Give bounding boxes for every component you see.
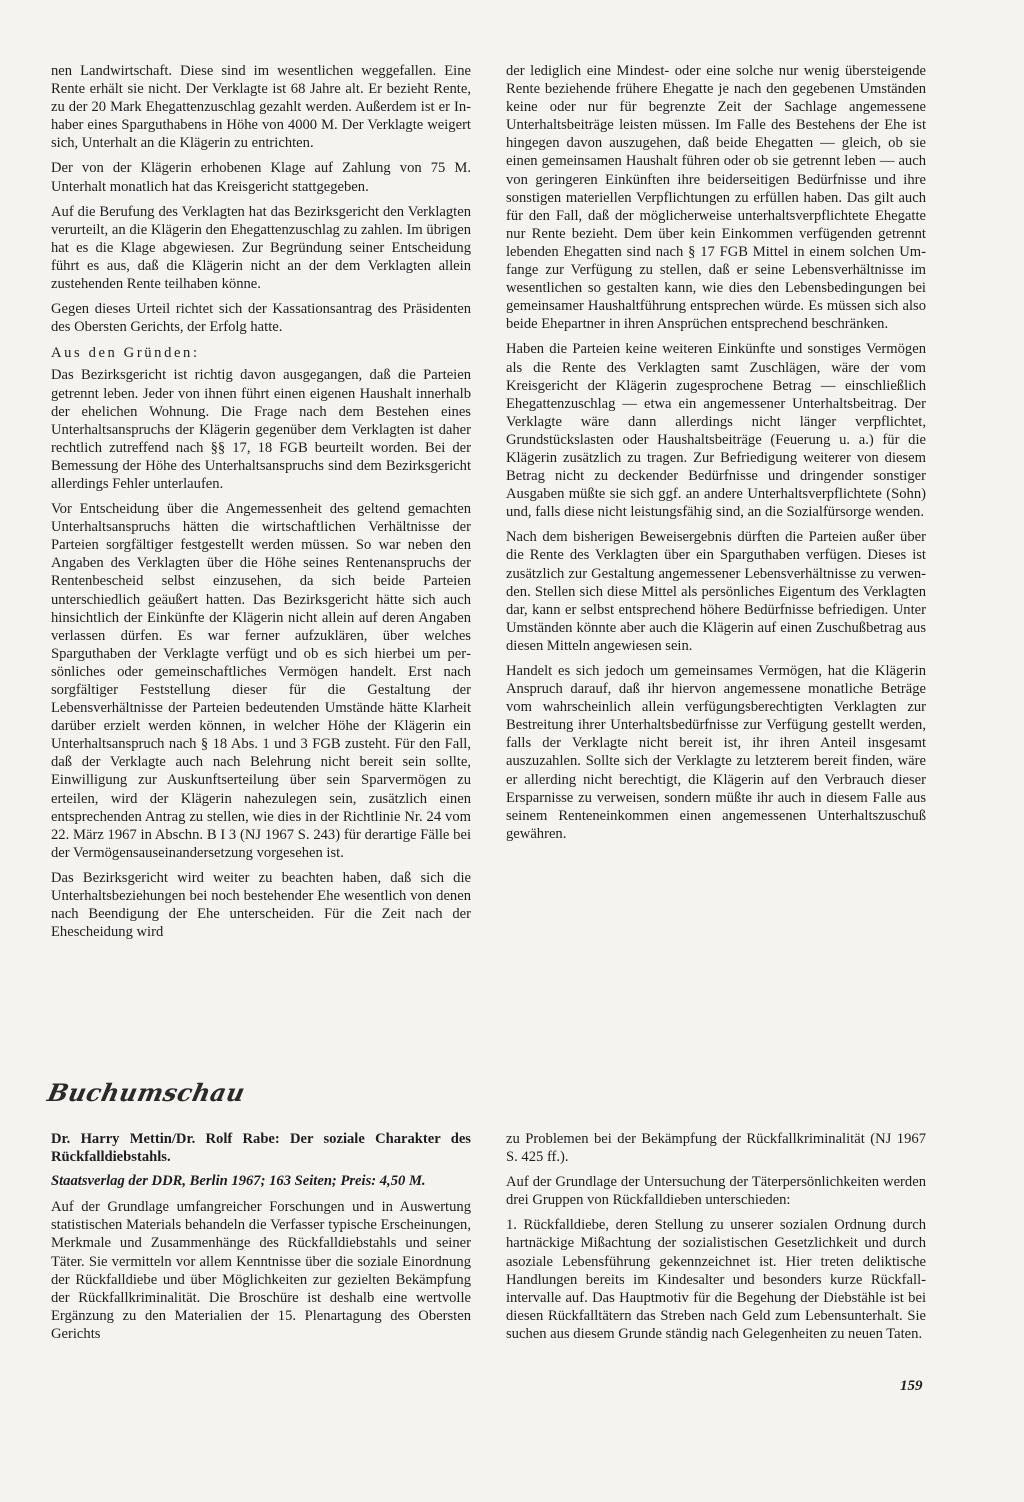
paragraph: Haben die Parteien keine weiteren Einkünfte und sonstiges Vermögen als die Rente des Verklagten samt Zuschlägen, wäre der vom Kreisgericht der Klägerin zugesprochene Betrag — einschließlich Ehegattenzuschlag — etwa ein angemessener Unterhaltsbeitrag. Der Verklagte wäre dann allerdings nicht länger verpflichtet, Grundstückslasten oder Haushaltsbeiträge (Feuerung u. a.) für die Klägerin zusätzlich zu tragen. Zur Befriedigung weiterer von diesem Betrag nicht zu deckender Bedürfnisse und dringender sonstiger Ausgaben müßte sie sich ggf. an andere Unterhaltsverpflichtete (Sohn) und, falls diese nicht leistungsfähig sind, an die Sozialfürsorge wenden.	[506, 341, 926, 521]
paragraph: Der von der Klägerin erhobenen Klage auf Zahlung von 75 M. Unterhalt monatlich hat das Kreisgericht stattgegeben.	[51, 160, 471, 195]
section-title: Buchumschau	[44, 1078, 248, 1107]
paragraph: zu Problemen bei der Bekämpfung der Rückfallkriminalität (NJ 1967 S. 425 ff.).	[506, 1131, 926, 1166]
top-left-column	[51, 62, 471, 948]
bottom-left-column	[51, 1130, 471, 1350]
paragraph: Handelt es sich jedoch um gemeinsames Vermögen, hat die Klägerin Anspruch darauf, daß ihr hiervon angemessene monatliche Beträge vom wahrscheinlich allein verfügungsberechtigten Verklagten zur Bestreitung ihrer Unterhaltsbedürfnisse zur Verfügung gestellt werden, falls der Verklagte nicht bereit ist, ihr ihren Anteil insgesamt auszuzahlen. Sollte sich der Verklagte zu letzterem bereit finden, wäre er allerding nicht berechtigt, die Klägerin auf den Verbrauch dieser Ersparnisse zu verweisen, sondern müßte ihr auch in diesem Falle aus seinem Renteneinkommen einen angemessenen Unterhaltszuschuß gewähren.	[506, 663, 926, 842]
book-publisher: Staatsverlag der DDR, Berlin 1967; 163 Seiten; Preis: 4,50 M.	[51, 1173, 426, 1190]
paragraph: Auf der Grundlage der Untersuchung der Täterpersönlichkeiten werden drei Gruppen von Rückfalldieben unterschieden:	[506, 1174, 926, 1209]
top-right-column	[506, 62, 926, 850]
paragraph: nen Landwirtschaft. Diese sind im wesentlichen weggefallen. Eine Rente erhält sie nicht. Der Verklagte ist 68 Jahre alt. Er bezieht Rente, zu der 20 Mark Ehegattenzuschlag gezahlt werden. Außerdem ist er Inhaber eines Sparguthabens in Höhe von 4000 M. Der Verklagte weigert sich, Unterhalt an die Klägerin zu entrichten.	[51, 63, 471, 152]
paragraph: Auf der Grundlage umfangreicher Forschungen und in Auswertung statistischen Materials behandeln die Verfasser typische Erscheinungen, Merkmale und Zusammenhänge des Rückfalldiebstahls und seiner Täter. Sie vermitteln vor allem Kenntnisse über die soziale Einordnung der Rückfalldiebe und über Möglichkeiten zur gezielten Bekämpfung der Rückfallkriminalität. Die Broschüre ist deshalb eine wertvolle Ergänzung zu den Materialien der 15. Plenartagung des Obersten Gerichts	[51, 1199, 471, 1342]
bottom-right-column	[506, 1130, 926, 1350]
paragraph: 1. Rückfalldiebe, deren Stellung zu unserer sozialen Ordnung durch hartnäckige Mißachtung der sozialistischen Gesetzlichkeit und durch asoziale Lebensführung gekennzeichnet ist. Hier treten deliktische Handlungen bereits im Kindesalter und besonders kurze Rückfallintervalle auf. Das Hauptmotiv für die Begehung der Diebstähle ist bei diesen Rückfalltätern das Streben nach Geld zum Lebensunterhalt. Sie suchen aus diesem Grunde ständig nach Gelegenheiten zu neuen Taten.	[506, 1217, 926, 1342]
paragraph: Das Bezirksgericht ist richtig davon ausgegangen, daß die Parteien getrennt leben. Jeder von ihnen führt einen eigenen Haushalt innerhalb der ehelichen Wohnung. Die Frage nach dem Bestehen eines Unterhaltsanspruchs der Klägerin gegenüber dem Verklagten ist daher rechtlich zutreffend nach §§ 17, 18 FGB beurteilt worden. Bei der Bemessung der Höhe des Unterhaltsanspruchs sind dem Bezirksgericht allerdings Fehler unterlaufen.	[51, 367, 471, 492]
paragraph: Vor Entscheidung über die Angemessenheit des geltend gemachten Unterhaltsanspruchs hätten die wirtschaftlichen Verhältnisse der Parteien sorgfältiger festgestellt werden müssen. So war neben den Angaben des Verklagten über die Höhe seines Rentenanspruchs der Rentenbescheid selbst einzusehen, da sich beide Parteien unterschiedlich geäußert hatten. Das Bezirksgericht hätte sich auch hinsichtlich der Einkünfte der Klägerin nicht allein auf deren Angaben verlassen dürfen. Es war ferner aufzuklären, über welches Sparguthaben der Verklagte verfügt und ob es sich hierbei um persönliches oder gemeinschaftliches Vermögen handelt. Erst nach sorgfältiger Feststellung dieser für die Gestaltung der Lebensverhältnisse der Parteien bedeutenden Umstände hätte Klarheit darüber erzielt werden können, in welcher Höhe der Klägerin ein Unterhaltsanspruch nach § 18 Abs. 1 und 3 FGB zusteht. Für den Fall, daß der Verklagte auch nach Belehrung nicht bereit sein sollte, Einwilligung zur Auskunftserteilung über sein Sparvermögen zu erteilen, wird der Klägerin nahezulegen sein, zusätzlich einen entsprechenden Antrag zu stellen, wie dies in der Richtlinie Nr. 24 vom 22. März 1967 in Abschn. B I 3 (NJ 1967 S. 243) für derartige Fälle bei der Vermögensauseinandersetzung vorgesehen ist.	[51, 501, 471, 861]
book-title: Dr. Harry Mettin/Dr. Rolf Rabe: Der soziale Charakter des Rückfalldiebstahls.	[51, 1131, 471, 1166]
paragraph: Gegen dieses Urteil richtet sich der Kassationsantrag des Präsidenten des Obersten Gerichts, der Erfolg hatte.	[51, 301, 471, 336]
page-number: 159	[900, 1378, 923, 1394]
paragraph: der lediglich eine Mindest- oder eine solche nur wenig übersteigende Rente beziehende frühere Ehegatte je nach den gegebenen Umständen keine oder nur für begrenzte Zeit der Sachlage angemessene Unterhaltsbeiträge leisten müssen. Im Falle des Bestehens der Ehe ist hingegen davon auszugehen, daß beide Ehegatten — gleich, ob sie einen gemeinsamen Haushalt führen oder ob sie getrennt leben — auch von geringeren Einkünften ihre beiderseitigen Bedürfnisse und ihre sonstigen materiellen Verpflichtungen zu erfüllen haben. Das gilt auch für den Fall, daß der möglicherweise unterhaltsverpflichtete Ehegatte nur Rente bezieht. Dem über kein Einkommen verfügenden getrennt lebenden Ehegatten sind nach § 17 FGB Mittel in einem solchen Umfange zur Verfügung zu stellen, daß er seine Lebensverhältnisse im wesentlichen so gestalten kann, wie dies den Lebensbedingungen bei gemeinsamer Haushaltführung entsprechen würde. Es müssen sich also beide Ehepartner in ihren Ansprüchen entsprechend beschränken.	[506, 63, 926, 333]
paragraph: Auf die Berufung des Verklagten hat das Bezirksgericht den Verklagten verurteilt, an die Klägerin den Ehegattenzuschlag zu zahlen. Im übrigen hat es die Klage abgewiesen. Zur Begründung seiner Entscheidung führt es aus, daß die Klägerin nicht an der dem Verklagten allein zustehenden Rente teilhaben könne.	[51, 203, 471, 293]
section-heading: Aus den Gründen:	[51, 345, 200, 362]
paragraph: Das Bezirksgericht wird weiter zu beachten haben, daß sich die Unterhaltsbeziehungen bei noch bestehender Ehe wesentlich von denen nach Beendigung der Ehe unterscheiden. Für die Zeit nach der Ehescheidung wird	[51, 869, 471, 941]
paragraph: Nach dem bisherigen Beweisergebnis dürften die Parteien außer über die Rente des Verklagten über ein Sparguthaben verfügen. Dieses ist zusätzlich zur Gestaltung angemessener Lebensverhältnisse zu verwenden. Stellen sich diese Mittel als persönliches Eigentum des Verklagten dar, kann er selbst entsprechend höhere Bedürfnisse befriedigen. Unter Umständen könnte aber auch die Klägerin auf einen Zuschußbetrag aus diesen Mitteln angewiesen sein.	[506, 529, 926, 654]
